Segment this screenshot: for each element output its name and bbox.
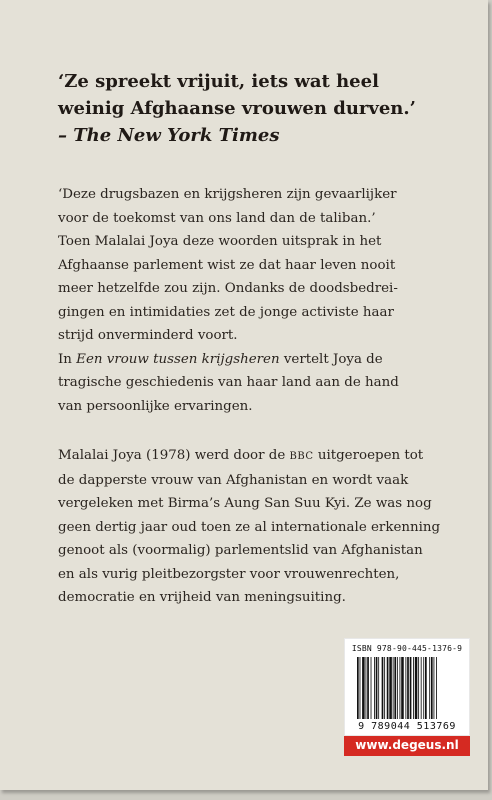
barcode-bar: [382, 657, 384, 719]
barcode-bar: [360, 657, 361, 719]
bio-line: vergeleken met Birma’s Aung San Suu Kyi. Ze was nog: [58, 496, 432, 511]
barcode-digits: 9 789044 513769: [358, 721, 456, 732]
barcode-bar: [397, 657, 398, 719]
barcode-bar: [401, 657, 404, 719]
barcode-bar: [393, 657, 394, 719]
blurb-text-segment: vertelt Joya de: [279, 351, 383, 367]
barcode-bar: [429, 657, 430, 719]
barcode-bar: [410, 657, 412, 719]
bio-line: [58, 444, 478, 469]
bio-line: en als vurig pleitbezorgster voor vrouwenrechten,: [58, 566, 400, 582]
blurb-line: voor de toekomst van ons land dan de taliban.’: [58, 210, 376, 226]
bio-line: genoot als (voormalig) parlementslid van Afghanistan: [58, 543, 423, 558]
barcode-bar: [362, 657, 365, 719]
barcode-bar: [407, 657, 409, 719]
barcode-bar: [367, 657, 369, 719]
barcode-bar: [376, 657, 378, 719]
barcode-bar: [434, 657, 435, 719]
blurb-text: [58, 183, 478, 610]
barcode-bar: [418, 657, 419, 719]
blurb-line: strijd onverminderd voort.: [58, 328, 238, 343]
press-quote: [58, 68, 478, 149]
blurb-line: tragische geschiedenis van haar land aan de hand: [58, 375, 399, 390]
barcode-bar: [378, 657, 379, 719]
book-title: Een vrouw tussen krijgsheren: [76, 351, 280, 367]
publisher-url: www.degeus.nl: [355, 738, 459, 752]
quote-source: – The New York Times: [58, 125, 280, 146]
isbn-number: ISBN 978-90-445-1376-9: [351, 644, 463, 653]
barcode-bar: [371, 657, 372, 719]
barcode-bar: [415, 657, 418, 719]
bio-text-segment: uitgeroepen tot: [313, 448, 424, 463]
quote-line: ‘Ze spreekt vrijuit, iets wat heel: [58, 71, 379, 92]
blurb-line: gingen en intimidaties zet de jonge activiste haar: [58, 304, 394, 320]
barcode-bar: [394, 657, 396, 719]
blurb-line: [58, 348, 478, 372]
barcode-bar: [413, 657, 414, 719]
bio-text-segment: Malalai Joya (1978) werd door de: [58, 448, 290, 463]
barcode-bar: [384, 657, 385, 719]
blurb-line: van persoonlijke ervaringen.: [58, 398, 253, 414]
paragraph-gap: [58, 418, 478, 444]
bio-line: de dapperste vrouw van Afghanistan en wordt vaak: [58, 472, 409, 488]
barcode-bar: [389, 657, 392, 719]
barcode-bar: [405, 657, 406, 719]
barcode-label: [344, 638, 470, 736]
blurb-line: ‘Deze drugsbazen en krijgsheren zijn gevaarlijker: [58, 187, 397, 202]
bio-line: geen dertig jaar oud toen ze al internationale erkenning: [58, 519, 441, 535]
publisher-url-banner: [344, 736, 470, 756]
barcode-bar: [425, 657, 427, 719]
barcode-bar: [387, 657, 389, 719]
barcode-bar: [366, 657, 367, 719]
barcode-bar: [431, 657, 433, 719]
barcode-bar: [423, 657, 424, 719]
blurb-text-segment: In: [58, 351, 77, 367]
barcode-icon: [355, 657, 461, 719]
barcode-bar: [436, 657, 437, 719]
blurb-line: Afghaanse parlement wist ze dat haar leven nooit: [58, 257, 396, 273]
barcode-bar: [421, 657, 422, 719]
bio-line: democratie en vrijheid van meningsuiting.: [58, 590, 346, 605]
barcode-bar: [400, 657, 401, 719]
barcode-bar: [374, 657, 375, 719]
blurb-line: meer hetzelfde zou zijn. Ondanks de doodsbedrei-: [58, 281, 398, 296]
barcode-bar: [357, 657, 359, 719]
bbc-abbreviation: BBC: [289, 451, 314, 462]
blurb-line: Toen Malalai Joya deze woorden uitsprak in het: [58, 234, 382, 249]
quote-line: weinig Afghaanse vrouwen durven.’: [58, 98, 416, 119]
